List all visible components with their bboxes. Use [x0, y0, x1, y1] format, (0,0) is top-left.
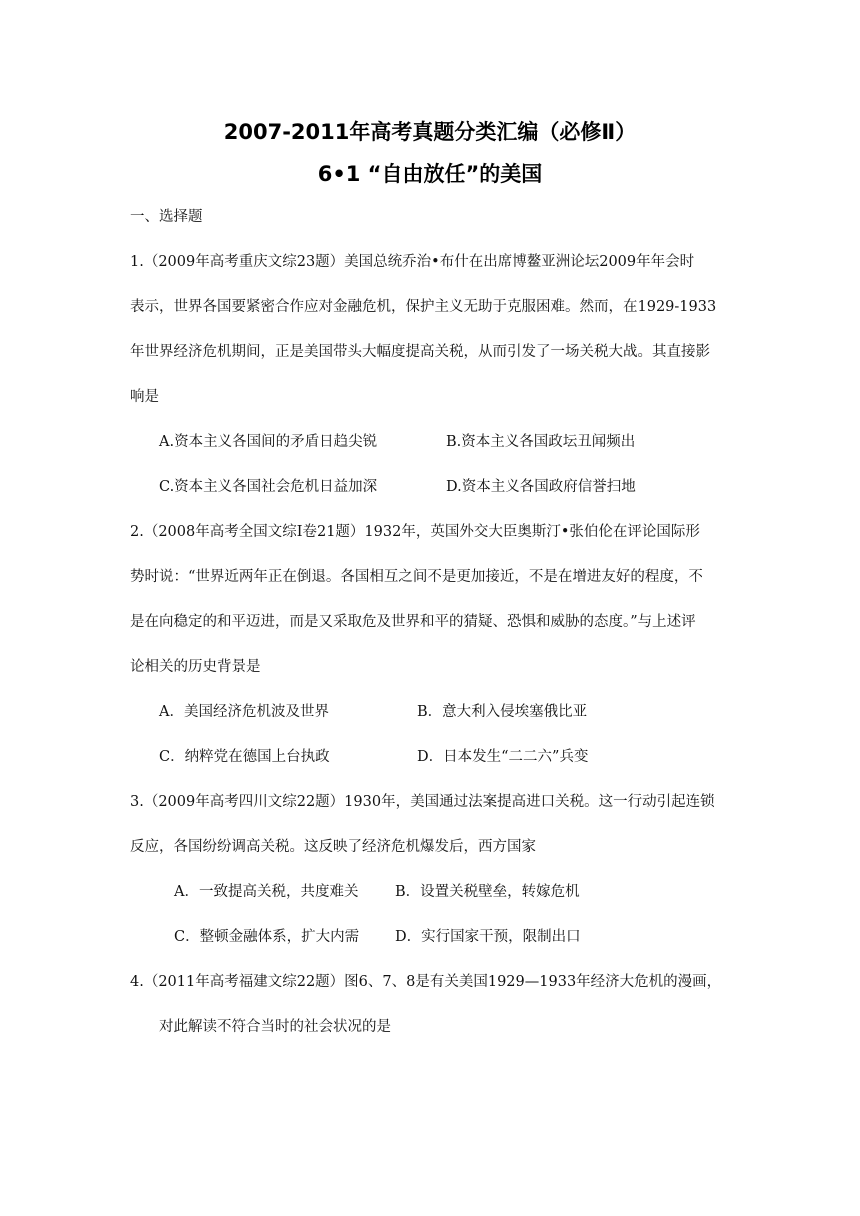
question-2-line-1: 2.（2008年高考全国文综Ⅰ卷21题）1932年，英国外交大臣奥斯汀•张伯伦在评论国际形	[130, 524, 700, 540]
question-1-option-b: B.资本主义各国政坛丑闻频出	[446, 434, 636, 450]
question-2-option-a: A．美国经济危机波及世界	[159, 704, 329, 720]
question-3-option-b: B．设置关税壁垒，转嫁危机	[395, 884, 580, 900]
question-1-line-1: 1.（2009年高考重庆文综23题）美国总统乔治•布什在出席博鳌亚洲论坛2009年年会时	[130, 254, 695, 270]
question-2-line-2: 势时说：“世界近两年正在倒退。各国相互之间不是更加接近，不是在增进友好的程度，不	[130, 569, 703, 585]
question-3-option-a: A．一致提高关税，共度难关	[174, 884, 359, 900]
question-3-option-c: C．整顿金融体系，扩大内需	[174, 929, 360, 945]
question-4-line-1: 4.（2011年高考福建文综22题）图6、7、8是有关美国1929—1933年经济大危机的漫画，	[130, 974, 722, 990]
question-4-line-2: 对此解读不符合当时的社会状况的是	[159, 1019, 391, 1035]
question-1-option-c: C.资本主义各国社会危机日益加深	[159, 479, 378, 495]
question-3-line-1: 3.（2009年高考四川文综22题）1930年，美国通过法案提高进口关税。这一行动引起连锁	[130, 794, 715, 810]
question-1-option-d: D.资本主义各国政府信誉扫地	[446, 479, 636, 495]
section-heading: 一、选择题	[130, 209, 203, 225]
question-2-option-b: B．意大利入侵埃塞俄比亚	[417, 704, 588, 720]
question-1-line-4: 响是	[130, 389, 159, 405]
document-subtitle: 6•1 “自由放任”的美国	[317, 162, 543, 186]
question-2-line-4: 论相关的历史背景是	[130, 659, 261, 675]
question-2-option-c: C．纳粹党在德国上台执政	[159, 749, 330, 765]
question-3-line-2: 反应，各国纷纷调高关税。这反映了经济危机爆发后，西方国家	[130, 839, 536, 855]
question-1-option-a: A.资本主义各国间的矛盾日趋尖锐	[159, 434, 378, 450]
question-2-line-3: 是在向稳定的和平迈进，而是又采取危及世界和平的猜疑、恐惧和威胁的态度。”与上述评	[130, 614, 696, 630]
question-3-option-d: D．实行国家干预，限制出口	[395, 929, 581, 945]
question-1-line-2: 表示，世界各国要紧密合作应对金融危机，保护主义无助于克服困难。然而，在1929-1933	[130, 299, 717, 315]
question-1-line-3: 年世界经济危机期间，正是美国带头大幅度提高关税，从而引发了一场关税大战。其直接影	[130, 344, 710, 360]
document-title: 2007-2011年高考真题分类汇编（必修Ⅱ）	[223, 120, 637, 144]
question-2-option-d: D．日本发生“二二六”兵变	[417, 749, 589, 765]
